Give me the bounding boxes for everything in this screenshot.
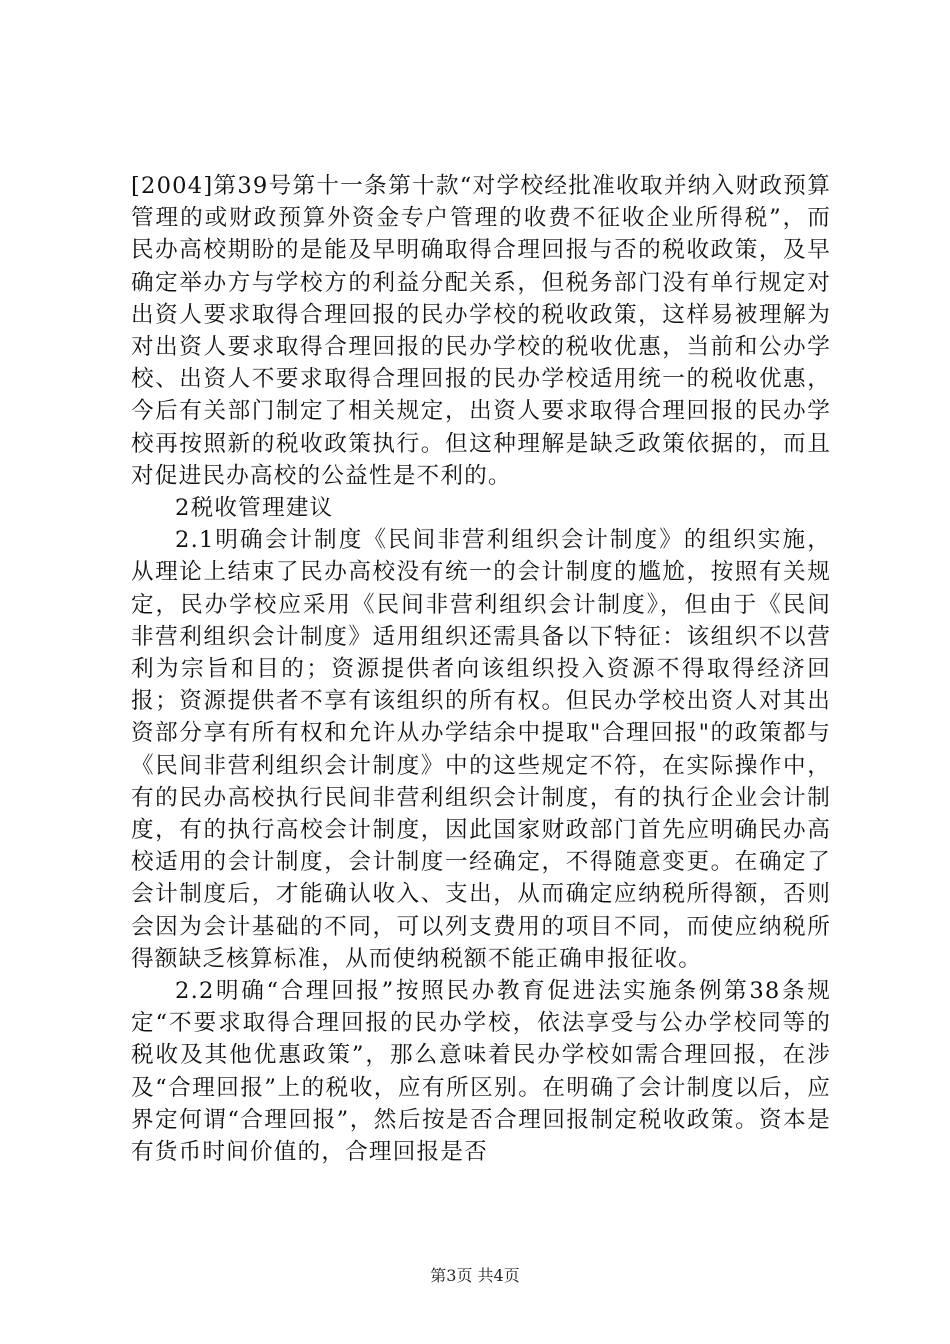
paragraph-tax-policy-issue: [2004]第39号第十一条第十款“对学校经批准收取并纳入财政预算管理的或财政预算外资金专户管理的收费不征收企业所得税”，而民办高校期盼的是能及早明确取得合理回报与否的税收政策，及早确定举办方与学校方的利益分配关系，但税务部门没有单行规定对出资人要求取得合理回报的民办学校的税收政策，这样易被理解为对出资人要求取得合理回报的民办学校的税收优惠，当前和公办学校、出资人不要求取得合理回报的民办学校适用统一的税收优惠，今后有关部门制定了相关规定，出资人要求取得合理回报的民办学校再按照新的税收政策执行。但这种理解是缺乏政策依据的，而且对促进民办高校的公益性是不利的。 xyxy=(131,173,831,489)
page-number-footer: 第3页 共4页 xyxy=(430,1266,520,1285)
section-heading-tax-management: 2税收管理建议 xyxy=(175,495,334,522)
paragraph-accounting-system: 2.1明确会计制度《民间非营利组织会计制度》的组织实施，从理论上结束了民办高校没有统一的会计制度的尴尬，按照有关规定，民办学校应采用《民间非营利组织会计制度》，但由于《民间非营利组织会计制度》适用组织还需具备以下特征：该组织不以营利为宗旨和目的；资源提供者向该组织投入资源不得取得经济回报；资源提供者不享有该组织的所有权。但民办学校出资人对其出资部分享有所有权和允许从办学结余中提取"合理回报"的政策都与《民间非营利组织会计制度》中的这些规定不符，在实际操作中，有的民办高校执行民间非营利组织会计制度，有的执行企业会计制度，有的执行高校会计制度，因此国家财政部门首先应明确民办高校适用的会计制度，会计制度一经确定，不得随意变更。在确定了会计制度后，才能确认收入、支出，从而确定应纳税所得额，否则会因为会计基础的不同，可以列支费用的项目不同，而使应纳税所得额缺乏核算标准，从而使纳税额不能正确申报征收。 xyxy=(131,527,831,972)
document-body xyxy=(131,170,831,1168)
paragraph-reasonable-return: 2.2明确“合理回报”按照民办教育促进法实施条例第38条规定“不要求取得合理回报的民办学校，依法享受与公办学校同等的税收及其他优惠政策”，那么意味着民办学校如需合理回报，在涉及“合理回报”上的税收，应有所区别。在明确了会计制度以后，应界定何谓“合理回报”，然后按是否合理回报制定税收政策。资本是有货币时间价值的，合理回报是否 xyxy=(131,978,831,1166)
